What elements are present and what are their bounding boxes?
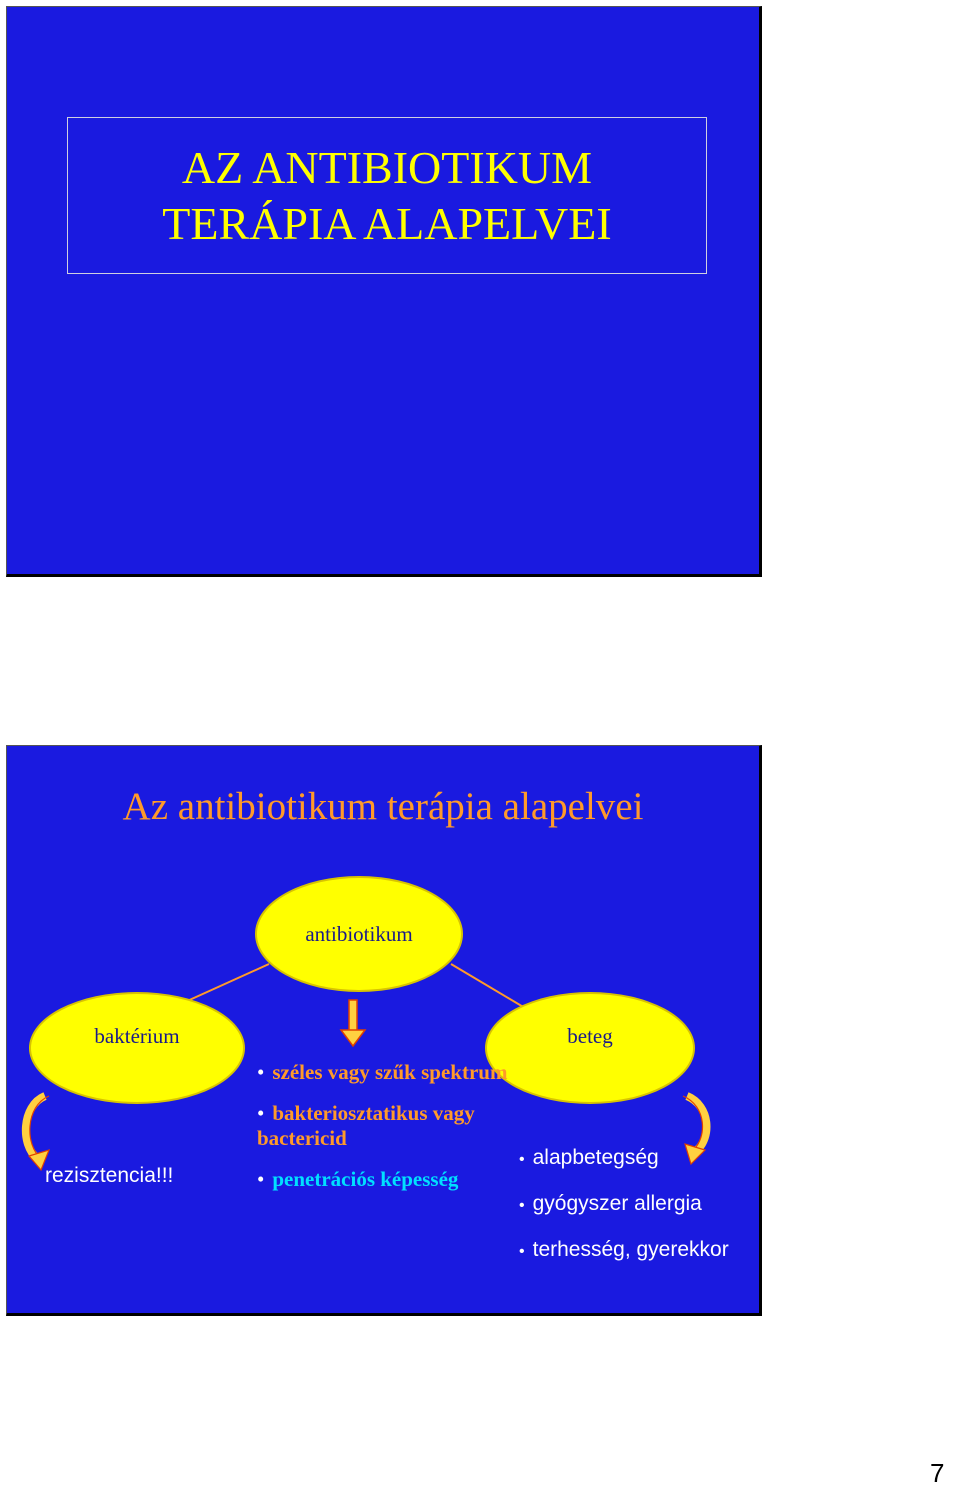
rezisztencia-label: rezisztencia!!!: [45, 1164, 174, 1187]
connector-line-left: [185, 964, 269, 1002]
list-item: • bakteriosztatikus vagy bactericid: [257, 1101, 475, 1150]
curved-arrow-left-icon: [26, 1096, 49, 1170]
right-list: [519, 1146, 729, 1284]
middle-list: [257, 1060, 517, 1208]
node-beteg: beteg: [485, 992, 695, 1104]
slide-1-title: AZ ANTIBIOTIKUM TERÁPIA ALAPELVEI: [162, 141, 612, 249]
down-arrow-icon: [341, 1000, 365, 1046]
node-antibiotikum: antibiotikum: [255, 876, 463, 992]
slide-1: [6, 6, 762, 577]
list-item: • széles vagy szűk spektrum: [257, 1060, 508, 1084]
slide-2: [6, 745, 762, 1316]
slide-2-title: Az antibiotikum terápia alapelvei: [122, 785, 644, 828]
title-box: [67, 117, 707, 274]
page-number: 7: [930, 1458, 945, 1488]
list-item: • penetrációs képesség: [257, 1167, 459, 1191]
list-item: • terhesség, gyerekkor: [519, 1238, 729, 1261]
list-item: • gyógyszer allergia: [519, 1192, 702, 1215]
list-item: • alapbetegség: [519, 1146, 659, 1169]
node-bakterium: baktérium: [29, 992, 245, 1104]
connector-line-right: [451, 964, 525, 1008]
